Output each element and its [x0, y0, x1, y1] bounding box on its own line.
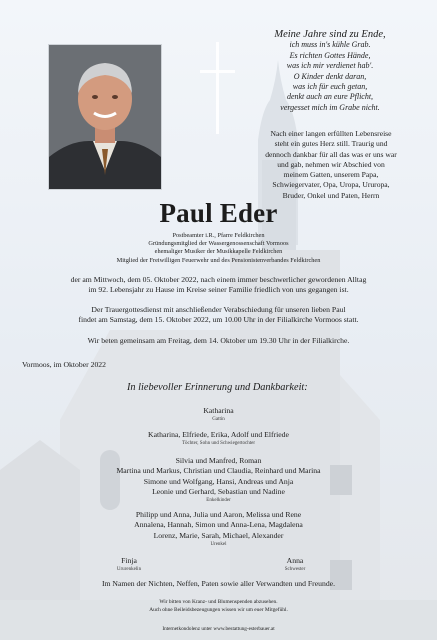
poem-line: ich muss in's kühle Grab.	[289, 40, 371, 50]
poem	[250, 30, 410, 113]
family-names: Katharina, Elfriede, Erika, Adolf und Elfriede	[148, 430, 289, 439]
family-names: Katharina	[203, 406, 234, 415]
family-role: Töchter, Sohn und Schwiegertochter	[181, 441, 256, 447]
family-great-great-grandchild	[94, 556, 164, 573]
intro-line: und gab, nehmen wir Abschied von	[277, 159, 385, 169]
intro-text	[232, 129, 430, 201]
death-notice-line: der am Mittwoch, dem 05. Oktober 2022, nach einem immer beschwerlicher gewordenen Alltag	[70, 275, 367, 284]
closing-line: Im Namen der Nichten, Neffen, Paten sowie aller Verwandten und Freunde.	[101, 579, 336, 588]
poem-line: was ich mir verdienet hab'.	[286, 61, 374, 71]
family-role: Schwester	[284, 567, 306, 572]
family-names: Martina und Markus, Christian und Claudia, Reinhard und Marina	[116, 466, 321, 476]
poem-line: Meine Jahre sind zu Ende,	[274, 29, 386, 40]
family-role: Urenkel	[210, 541, 227, 547]
title-line: Gründungsmitglied der Wassergenossenschaft Vormoos	[148, 240, 289, 248]
family-grandchildren	[40, 456, 397, 504]
death-notice	[12, 275, 425, 295]
family-role: Gattin	[212, 417, 225, 423]
family-sister	[260, 556, 330, 573]
funeral-line: Der Trauergottesdienst mit anschließender Verabschiedung für unseren lieben Paul	[91, 305, 346, 314]
family-names: Annalena, Hannah, Simon und Anna-Lena, Magdalena	[134, 520, 303, 530]
family-names: Simone und Wolfgang, Hansi, Andreas und Anja	[143, 476, 294, 486]
note-line: Wir bitten von Kranz- und Blumenspenden abzusehen.	[159, 599, 278, 605]
funeral-line: findet am Samstag, dem 15. Oktober 2022, um 10.00 Uhr in der Filialkirche Vormoos statt.	[78, 315, 359, 325]
intro-line: steht ein gutes Herz still. Traurig und	[274, 139, 388, 149]
family-names: Leonie und Gerhard, Sebastian und Nadine	[152, 486, 285, 496]
poem-line: vergesset mich im Grabe nicht.	[280, 102, 380, 112]
prayer-info	[12, 336, 425, 346]
family-names: Lorenz, Marie, Sarah, Michael, Alexander	[153, 530, 284, 540]
family-names: Philipp und Anna, Julia und Aaron, Melissa und Rene	[135, 510, 302, 519]
memory-heading: In liebevoller Erinnerung und Dankbarkeit:	[127, 382, 308, 393]
portrait-photo	[48, 44, 162, 190]
footer-link[interactable]: Internetkondolenz unter www.bestattung-esterbauer.at	[162, 626, 275, 632]
donation-note	[40, 599, 397, 614]
deceased-titles	[20, 232, 417, 265]
death-notice-line: im 92. Lebensjahr zu Hause im Kreise seiner Familie friedlich von uns gegangen ist.	[88, 285, 349, 295]
poem-line: Es richten Gottes Hände,	[289, 50, 371, 60]
family-great-grandchildren	[40, 510, 397, 548]
funeral-info	[12, 305, 425, 325]
title-line: ehemaliger Musiker der Musikkapelle Feldkirchen	[154, 248, 283, 256]
intro-line: Schwiegervater, Opa, Uropa, Ururopa,	[272, 180, 390, 190]
family-names: Silvia und Manfred, Roman	[175, 456, 262, 465]
intro-line: Nach einer langen erfüllten Lebensreise	[270, 129, 392, 138]
poem-line: was ich für euch getan,	[292, 82, 368, 92]
prayer-line: Wir beten gemeinsam am Freitag, dem 14. Oktober um 19.30 Uhr in der Filialkirche.	[87, 336, 350, 345]
family-names: Finja	[121, 556, 137, 565]
title-line: Mitglied der Freiwilligen Feuerwehr und des Pensionistenverbandes Feldkirchen	[116, 256, 321, 264]
intro-line: meinem Gatten, unserem Papa,	[283, 170, 379, 180]
family-names: Anna	[286, 556, 304, 565]
poem-line: O Kinder denkt daran,	[293, 71, 367, 81]
poem-line: denkt auch an eure Pflicht,	[286, 92, 374, 102]
deceased-name: Paul Eder	[159, 198, 278, 228]
family-wife	[40, 406, 397, 423]
title-line: Postbeamter i.R., Pfarre Feldkirchen	[172, 232, 265, 239]
family-children	[40, 430, 397, 447]
intro-line: Bruder, Onkel und Paten, Herrn	[282, 190, 380, 200]
intro-line: dennoch dankbar für all das was er uns war	[265, 149, 397, 159]
family-role: Enkelkinder	[206, 498, 231, 504]
family-role: Ururenkelin	[116, 567, 142, 572]
place-date: Vormoos, im Oktober 2022	[22, 360, 106, 369]
note-line: Auch ohne Beileidsbezeugungen wissen wir um euer Mitgefühl.	[149, 606, 288, 613]
